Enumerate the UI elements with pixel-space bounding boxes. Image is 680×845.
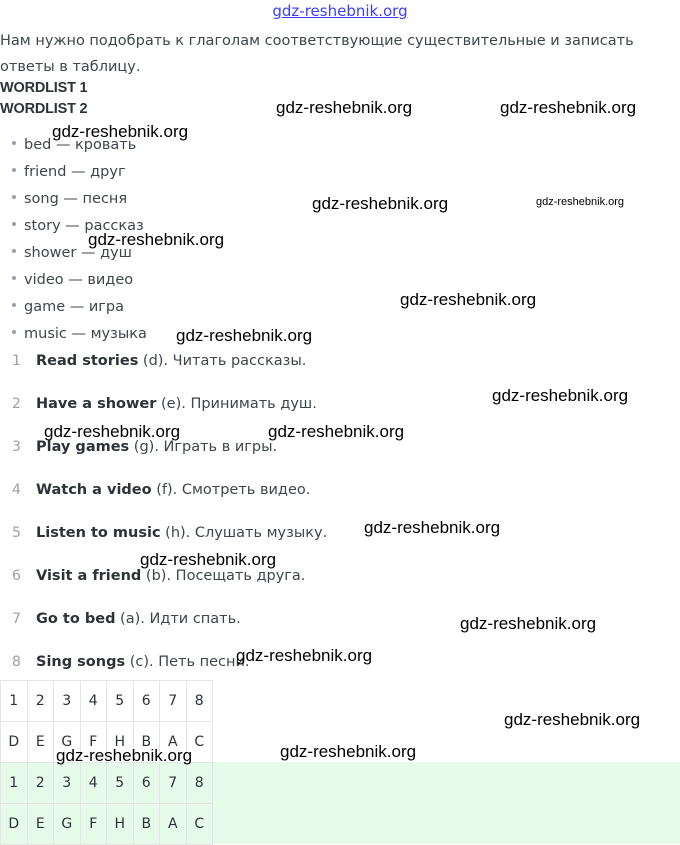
bullet-icon <box>12 222 16 226</box>
vocab-item: shower — душ <box>12 245 132 261</box>
table-cell: 4 <box>80 763 107 804</box>
table-cell: 5 <box>107 681 134 722</box>
watermark: gdz-reshebnik.org <box>236 646 373 665</box>
answer-item: Sing songs (c). Петь песни. <box>36 654 250 670</box>
answer-number: 1 <box>12 353 21 369</box>
table-cell: H <box>107 804 134 845</box>
answer-item: Go to bed (a). Идти спать. <box>36 611 241 627</box>
table-cell: 2 <box>27 763 54 804</box>
table-cell: 2 <box>27 681 54 722</box>
bullet-icon <box>12 330 16 334</box>
answer-item: Play games (g). Играть в игры. <box>36 439 278 455</box>
table-cell: 8 <box>186 763 213 804</box>
answer-number: 8 <box>12 654 21 670</box>
table-cell: F <box>80 722 107 763</box>
table-cell: D <box>1 722 28 763</box>
table-cell: 1 <box>1 681 28 722</box>
vocab-item: game — игра <box>12 299 124 315</box>
watermark: gdz-reshebnik.org <box>52 122 189 141</box>
table-cell: 8 <box>186 681 213 722</box>
table-cell: E <box>27 722 54 763</box>
table-cell: A <box>160 804 187 845</box>
answer-number: 7 <box>12 611 21 627</box>
site-link-watermark[interactable]: gdz-reshebnik.org <box>272 2 408 20</box>
vocab-item: video — видео <box>12 272 133 288</box>
table-cell: 5 <box>107 763 134 804</box>
table-cell: G <box>54 722 81 763</box>
vocab-item: story — рассказ <box>12 218 144 234</box>
table-cell: 3 <box>54 681 81 722</box>
watermark: gdz-reshebnik.org <box>280 742 417 761</box>
table-cell: F <box>80 804 107 845</box>
table-cell: 7 <box>160 681 187 722</box>
watermark: gdz-reshebnik.org <box>268 422 405 441</box>
bullet-icon <box>12 303 16 307</box>
answer-item: Listen to music (h). Слушать музыку. <box>36 525 328 541</box>
vocab-item: friend — друг <box>12 164 126 180</box>
bullet-icon <box>12 168 16 172</box>
answer-number: 5 <box>12 525 21 541</box>
bullet-icon <box>12 276 16 280</box>
table-cell: E <box>27 804 54 845</box>
table-row <box>1 681 213 722</box>
watermark: gdz-reshebnik.org <box>364 518 501 537</box>
intro-paragraph: Нам нужно подобрать к глаголам соответствующие существительные и записать ответы в таблицу. <box>0 33 634 75</box>
table-cell: 3 <box>54 763 81 804</box>
watermark: gdz-reshebnik.org <box>492 386 629 405</box>
bullet-icon <box>12 195 16 199</box>
watermark: gdz-reshebnik.org <box>500 98 637 117</box>
watermark: gdz-reshebnik.org <box>400 290 537 309</box>
answer-number: 4 <box>12 482 21 498</box>
answer-item: Read stories (d). Читать рассказы. <box>36 353 307 369</box>
table-cell: H <box>107 722 134 763</box>
watermark: gdz-reshebnik.org <box>460 614 597 633</box>
answer-number: 6 <box>12 568 21 584</box>
answer-table-copy <box>0 762 213 845</box>
answer-item: Have a shower (e). Принимать душ. <box>36 396 317 412</box>
table-cell: C <box>186 722 213 763</box>
table-cell: C <box>186 804 213 845</box>
watermark: gdz-reshebnik.org <box>44 422 181 441</box>
table-cell: G <box>54 804 81 845</box>
bullet-icon <box>12 249 16 253</box>
watermark: gdz-reshebnik.org <box>56 746 193 765</box>
table-cell: 1 <box>1 763 28 804</box>
table-cell: 4 <box>80 681 107 722</box>
watermark: gdz-reshebnik.org <box>176 326 313 345</box>
watermark: gdz-reshebnik.org <box>276 98 413 117</box>
table-cell: B <box>133 804 160 845</box>
table-cell: A <box>160 722 187 763</box>
watermark: gdz-reshebnik.org <box>88 230 225 249</box>
answer-item: Watch a video (f). Смотреть видео. <box>36 482 311 498</box>
table-row <box>1 804 213 845</box>
bullet-icon <box>12 141 16 145</box>
table-cell: 6 <box>133 681 160 722</box>
answer-number: 3 <box>12 439 21 455</box>
watermark: gdz-reshebnik.org <box>536 196 625 208</box>
table-cell: B <box>133 722 160 763</box>
watermark: gdz-reshebnik.org <box>312 194 449 213</box>
wordlist-2-heading: WORDLIST 2 <box>0 101 88 117</box>
vocab-item: music — музыка <box>12 326 147 342</box>
wordlist-1-heading: WORDLIST 1 <box>0 80 88 96</box>
vocab-item: song — песня <box>12 191 127 207</box>
watermark: gdz-reshebnik.org <box>504 710 641 729</box>
vocab-item: bed — кровать <box>12 137 136 153</box>
table-cell: 6 <box>133 763 160 804</box>
answer-number: 2 <box>12 396 21 412</box>
watermark: gdz-reshebnik.org <box>140 550 277 569</box>
table-row <box>1 763 213 804</box>
table-cell: 7 <box>160 763 187 804</box>
answer-item: Visit a friend (b). Посещать друга. <box>36 568 306 584</box>
table-cell: D <box>1 804 28 845</box>
